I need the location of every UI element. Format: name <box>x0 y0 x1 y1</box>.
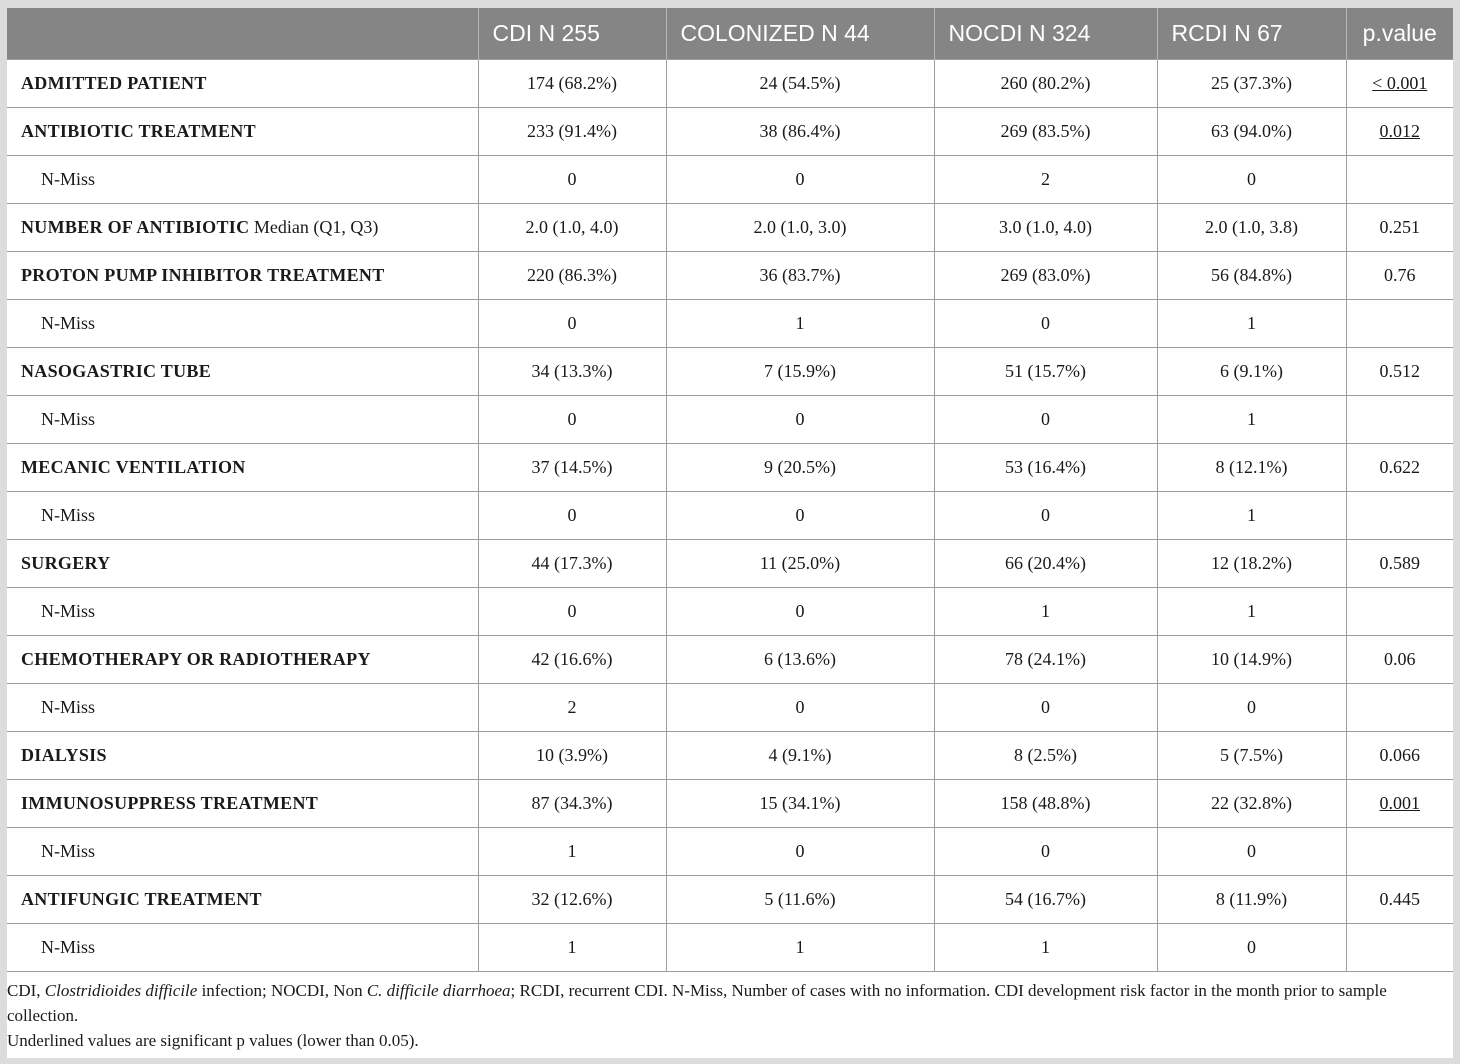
p-value-text: 0.066 <box>1379 745 1420 765</box>
row-label-text: ADMITTED PATIENT <box>21 73 207 93</box>
cell-cdi: 0 <box>478 588 666 636</box>
cell-p-value <box>1346 924 1453 972</box>
table-row <box>7 780 1453 828</box>
cell-nocdi: 8 (2.5%) <box>934 732 1157 780</box>
header-cdi: CDI N 255 <box>478 8 666 60</box>
cell-rcdi: 0 <box>1157 156 1346 204</box>
cell-rcdi: 25 (37.3%) <box>1157 60 1346 108</box>
cell-p-value <box>1346 156 1453 204</box>
cell-rcdi: 1 <box>1157 588 1346 636</box>
header-p-value: p.value <box>1346 8 1453 60</box>
cell-p-value <box>1346 684 1453 732</box>
p-value-text: 0.76 <box>1384 265 1416 285</box>
cell-colonized: 6 (13.6%) <box>666 636 934 684</box>
row-label <box>7 732 478 780</box>
cell-rcdi: 8 (12.1%) <box>1157 444 1346 492</box>
row-label-text: ANTIBIOTIC TREATMENT <box>21 121 256 141</box>
table-row <box>7 60 1453 108</box>
p-value-text: 0.512 <box>1379 361 1420 381</box>
cell-rcdi: 2.0 (1.0, 3.8) <box>1157 204 1346 252</box>
row-label <box>7 684 478 732</box>
header-row <box>7 8 1453 60</box>
row-label <box>7 204 478 252</box>
cell-p-value <box>1346 300 1453 348</box>
row-label <box>7 540 478 588</box>
cell-cdi: 0 <box>478 492 666 540</box>
row-label <box>7 444 478 492</box>
table-row-n-miss <box>7 924 1453 972</box>
row-label-text: N-Miss <box>41 409 96 429</box>
cell-colonized: 2.0 (1.0, 3.0) <box>666 204 934 252</box>
cell-p-value <box>1346 636 1453 684</box>
row-label <box>7 492 478 540</box>
table-row-n-miss <box>7 492 1453 540</box>
cell-cdi: 2.0 (1.0, 4.0) <box>478 204 666 252</box>
cell-colonized: 1 <box>666 300 934 348</box>
row-label <box>7 252 478 300</box>
table-row <box>7 540 1453 588</box>
cell-cdi: 37 (14.5%) <box>478 444 666 492</box>
p-value-text: 0.251 <box>1379 217 1420 237</box>
cell-cdi: 2 <box>478 684 666 732</box>
cell-rcdi: 63 (94.0%) <box>1157 108 1346 156</box>
cell-p-value <box>1346 828 1453 876</box>
cell-rcdi: 1 <box>1157 396 1346 444</box>
cell-p-value <box>1346 492 1453 540</box>
p-value-text: 0.589 <box>1379 553 1420 573</box>
cell-colonized: 0 <box>666 588 934 636</box>
table-row <box>7 204 1453 252</box>
row-label-suffix: Median (Q1, Q3) <box>249 217 379 237</box>
p-value-text: 0.001 <box>1379 793 1420 813</box>
cell-colonized: 0 <box>666 492 934 540</box>
cell-colonized: 24 (54.5%) <box>666 60 934 108</box>
row-label-text: SURGERY <box>21 553 111 573</box>
cell-p-value <box>1346 252 1453 300</box>
cell-p-value <box>1346 348 1453 396</box>
table-row-n-miss <box>7 588 1453 636</box>
row-label-text: ANTIFUNGIC TREATMENT <box>21 889 262 909</box>
cell-rcdi: 8 (11.9%) <box>1157 876 1346 924</box>
cell-cdi: 44 (17.3%) <box>478 540 666 588</box>
cell-nocdi: 0 <box>934 396 1157 444</box>
footnote-fragment: infection; NOCDI, Non <box>197 981 367 1000</box>
table-row-n-miss <box>7 684 1453 732</box>
row-label-text: IMMUNOSUPPRESS TREATMENT <box>21 793 319 813</box>
row-label-text: N-Miss <box>41 937 96 957</box>
table-header <box>7 8 1453 60</box>
cell-cdi: 220 (86.3%) <box>478 252 666 300</box>
row-label-text: N-Miss <box>41 313 96 333</box>
row-label-text: N-Miss <box>41 169 96 189</box>
cell-colonized: 36 (83.7%) <box>666 252 934 300</box>
cell-nocdi: 78 (24.1%) <box>934 636 1157 684</box>
cell-p-value <box>1346 588 1453 636</box>
row-label-text: N-Miss <box>41 697 96 717</box>
footnote-fragment: Clostridioides difficile <box>44 981 198 1000</box>
cell-nocdi: 1 <box>934 924 1157 972</box>
row-label-text: DIALYSIS <box>21 745 107 765</box>
cell-cdi: 32 (12.6%) <box>478 876 666 924</box>
row-label <box>7 924 478 972</box>
table-body <box>7 60 1453 972</box>
header-rcdi: RCDI N 67 <box>1157 8 1346 60</box>
cell-nocdi: 2 <box>934 156 1157 204</box>
row-label <box>7 876 478 924</box>
cell-colonized: 1 <box>666 924 934 972</box>
cell-rcdi: 5 (7.5%) <box>1157 732 1346 780</box>
cell-colonized: 9 (20.5%) <box>666 444 934 492</box>
cell-cdi: 10 (3.9%) <box>478 732 666 780</box>
cell-nocdi: 51 (15.7%) <box>934 348 1157 396</box>
cell-nocdi: 0 <box>934 492 1157 540</box>
cell-rcdi: 12 (18.2%) <box>1157 540 1346 588</box>
cell-colonized: 7 (15.9%) <box>666 348 934 396</box>
cell-nocdi: 1 <box>934 588 1157 636</box>
p-value-text: 0.622 <box>1379 457 1420 477</box>
table-row-n-miss <box>7 300 1453 348</box>
table-row-n-miss <box>7 396 1453 444</box>
cell-rcdi: 0 <box>1157 684 1346 732</box>
p-value-text: 0.445 <box>1379 889 1420 909</box>
cell-rcdi: 6 (9.1%) <box>1157 348 1346 396</box>
header-colonized: COLONIZED N 44 <box>666 8 934 60</box>
cell-colonized: 5 (11.6%) <box>666 876 934 924</box>
p-value-text: < 0.001 <box>1372 73 1428 93</box>
cell-p-value <box>1346 732 1453 780</box>
cell-rcdi: 1 <box>1157 492 1346 540</box>
cell-p-value <box>1346 780 1453 828</box>
table-row <box>7 636 1453 684</box>
row-label-text: N-Miss <box>41 601 96 621</box>
cell-colonized: 4 (9.1%) <box>666 732 934 780</box>
footnote-fragment: C. difficile diarrhoea <box>366 981 511 1000</box>
cell-colonized: 0 <box>666 396 934 444</box>
table-row <box>7 252 1453 300</box>
cell-nocdi: 269 (83.0%) <box>934 252 1157 300</box>
cell-cdi: 233 (91.4%) <box>478 108 666 156</box>
cell-cdi: 0 <box>478 300 666 348</box>
row-label-text: NUMBER OF ANTIBIOTIC <box>21 217 250 237</box>
cell-cdi: 87 (34.3%) <box>478 780 666 828</box>
row-label <box>7 60 478 108</box>
cell-colonized: 0 <box>666 684 934 732</box>
cell-rcdi: 1 <box>1157 300 1346 348</box>
row-label <box>7 588 478 636</box>
row-label-text: MECANIC VENTILATION <box>21 457 246 477</box>
cell-nocdi: 158 (48.8%) <box>934 780 1157 828</box>
row-label <box>7 396 478 444</box>
cell-nocdi: 3.0 (1.0, 4.0) <box>934 204 1157 252</box>
row-label <box>7 108 478 156</box>
row-label <box>7 348 478 396</box>
row-label <box>7 636 478 684</box>
table-figure <box>7 8 1453 1058</box>
table-row <box>7 108 1453 156</box>
cell-p-value <box>1346 108 1453 156</box>
cell-cdi: 1 <box>478 924 666 972</box>
header-nocdi: NOCDI N 324 <box>934 8 1157 60</box>
row-label-text: N-Miss <box>41 841 96 861</box>
cell-p-value <box>1346 396 1453 444</box>
table-row <box>7 444 1453 492</box>
cell-cdi: 1 <box>478 828 666 876</box>
footnote-abbreviations <box>7 978 1453 1028</box>
row-label-text: CHEMOTHERAPY OR RADIOTHERAPY <box>21 649 371 669</box>
cell-rcdi: 0 <box>1157 924 1346 972</box>
table-row <box>7 876 1453 924</box>
cell-nocdi: 53 (16.4%) <box>934 444 1157 492</box>
row-label-text: N-Miss <box>41 505 96 525</box>
cell-colonized: 38 (86.4%) <box>666 108 934 156</box>
row-label <box>7 300 478 348</box>
table-row <box>7 348 1453 396</box>
cell-p-value <box>1346 204 1453 252</box>
cell-cdi: 0 <box>478 396 666 444</box>
cell-rcdi: 10 (14.9%) <box>1157 636 1346 684</box>
cell-nocdi: 0 <box>934 828 1157 876</box>
cell-cdi: 42 (16.6%) <box>478 636 666 684</box>
cell-nocdi: 0 <box>934 684 1157 732</box>
cell-p-value <box>1346 60 1453 108</box>
table-row-n-miss <box>7 156 1453 204</box>
cell-nocdi: 54 (16.7%) <box>934 876 1157 924</box>
cell-nocdi: 269 (83.5%) <box>934 108 1157 156</box>
row-label <box>7 780 478 828</box>
risk-factor-table <box>7 8 1453 972</box>
cell-colonized: 11 (25.0%) <box>666 540 934 588</box>
row-label-text: PROTON PUMP INHIBITOR TREATMENT <box>21 265 385 285</box>
cell-cdi: 34 (13.3%) <box>478 348 666 396</box>
cell-rcdi: 0 <box>1157 828 1346 876</box>
header-label-column <box>7 8 478 60</box>
row-label <box>7 828 478 876</box>
footnote-significance: Underlined values are significant p values (lower than 0.05). <box>7 1031 419 1050</box>
p-value-text: 0.06 <box>1384 649 1416 669</box>
cell-nocdi: 260 (80.2%) <box>934 60 1157 108</box>
cell-cdi: 174 (68.2%) <box>478 60 666 108</box>
cell-cdi: 0 <box>478 156 666 204</box>
cell-rcdi: 56 (84.8%) <box>1157 252 1346 300</box>
cell-colonized: 0 <box>666 156 934 204</box>
cell-nocdi: 66 (20.4%) <box>934 540 1157 588</box>
footnote-fragment: CDI, <box>7 981 45 1000</box>
table-row <box>7 732 1453 780</box>
p-value-text: 0.012 <box>1379 121 1420 141</box>
cell-p-value <box>1346 444 1453 492</box>
row-label <box>7 156 478 204</box>
table-row-n-miss <box>7 828 1453 876</box>
cell-colonized: 0 <box>666 828 934 876</box>
cell-nocdi: 0 <box>934 300 1157 348</box>
cell-p-value <box>1346 876 1453 924</box>
cell-p-value <box>1346 540 1453 588</box>
footnote-fragment: ; RCDI, recurrent CDI. N-Miss, Number of cases with no information. CDI development risk factor in the month prior to sample collection. <box>7 981 1387 1025</box>
table-footnote <box>7 972 1453 1053</box>
row-label-text: NASOGASTRIC TUBE <box>21 361 212 381</box>
cell-colonized: 15 (34.1%) <box>666 780 934 828</box>
cell-rcdi: 22 (32.8%) <box>1157 780 1346 828</box>
